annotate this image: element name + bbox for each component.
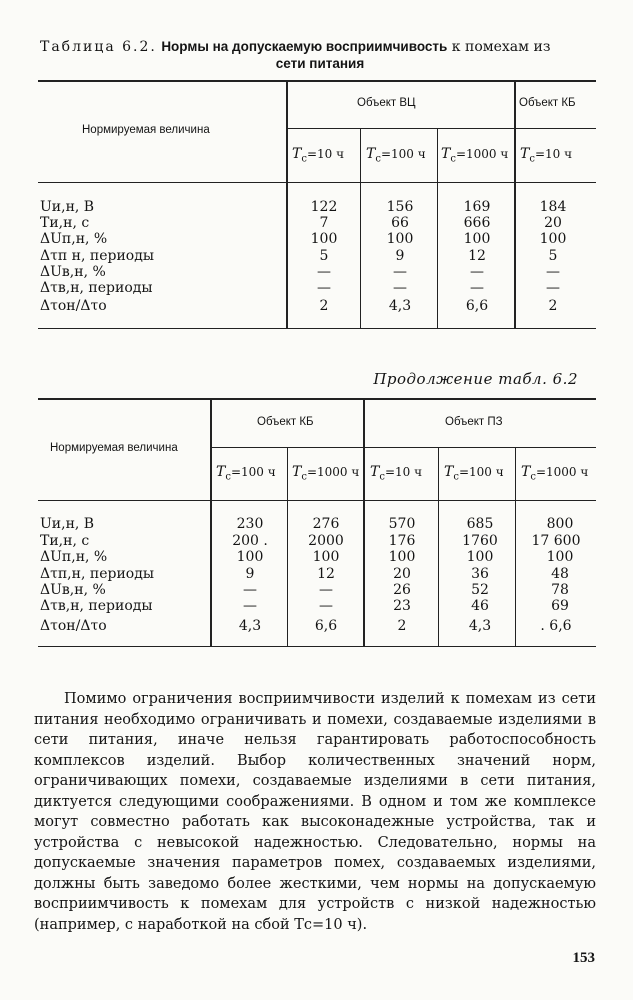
table2-vline-0 (210, 398, 212, 646)
table1-cell: 100 (539, 231, 567, 247)
table1-vline-3 (514, 80, 516, 328)
table2-cell: 23 (393, 598, 411, 614)
table1-cell: 7 (319, 215, 329, 231)
table2-cell: 4,3 (468, 618, 492, 634)
table2-cell: 12 (317, 566, 335, 582)
table2-row-label: Uи,н, В (40, 516, 95, 532)
table2-tc-header-4: $T_с=100$ ч (444, 464, 504, 483)
table2-corner-header: Нормируемая величина (50, 442, 178, 454)
table1-cell: — (470, 264, 484, 280)
table2-tc-header-5: $T_с=1000$ ч (521, 464, 589, 483)
table1-cell: — (317, 280, 331, 296)
table2-cell: 1760 (462, 533, 498, 549)
table2-row-label: Δτв,н, периоды (40, 598, 153, 614)
table1-cell: — (470, 280, 484, 296)
table2-cell: 36 (471, 566, 489, 582)
table2-continuation-label: Продолжение табл. 6.2 (373, 370, 578, 388)
table2-row-label: Δτон/Δτо (40, 618, 107, 634)
table1-tc-header-1: $T_с=10$ ч (292, 146, 345, 165)
table2-bottom-rule (38, 646, 596, 647)
table2-row-label: Δτп,н, периоды (40, 566, 154, 582)
table1-cell: — (317, 264, 331, 280)
table1-cell: 156 (386, 199, 414, 215)
table1-cell: — (393, 264, 407, 280)
table2-cell: 100 (236, 549, 264, 565)
table1-caption-title: Нормы на допускаемую восприимчивость (161, 39, 448, 54)
table2-row-label: Tи,н, с (40, 533, 90, 549)
table2-top-rule (38, 398, 596, 400)
table1-cell: 169 (463, 199, 491, 215)
table1-cell: 2 (319, 298, 329, 314)
table2-cell: 100 (466, 549, 494, 565)
table2-cell: — (319, 598, 333, 614)
table2-cell: 20 (393, 566, 411, 582)
table1-cell: — (393, 280, 407, 296)
table1-cell: — (546, 280, 560, 296)
page-number: 153 (572, 950, 595, 966)
table1-top-rule (38, 80, 596, 82)
table1-group-rule (288, 128, 596, 129)
table1-cell: — (546, 264, 560, 280)
table1-group-kb: Объект КБ (519, 97, 576, 109)
table2-cell: 48 (551, 566, 569, 582)
table1-vline-1 (360, 128, 361, 328)
table2-vline-4 (515, 447, 516, 646)
table1-cell: 122 (310, 199, 338, 215)
table2-group-pz: Объект ПЗ (445, 416, 503, 428)
table2-cell: — (243, 598, 257, 614)
table2-cell: 26 (393, 582, 411, 598)
table2-cell: 276 (312, 516, 340, 532)
table1-cell: 20 (544, 215, 562, 231)
table1-cell: 6,6 (465, 298, 489, 314)
table1-tc-header-4: $T_с=10$ ч (520, 146, 573, 165)
table2-group-kb: Объект КБ (257, 416, 314, 428)
table2-vline-3 (438, 447, 439, 646)
table2-cell: 78 (551, 582, 569, 598)
table1-tc-header-2: $T_с=100$ ч (366, 146, 426, 165)
table1-bottom-rule (38, 328, 596, 329)
table1-row-label: Uи,н, В (40, 199, 95, 215)
table2-cell: 2000 (308, 533, 344, 549)
table2-cell: 685 (466, 516, 494, 532)
table2-tc-header-2: $T_с=1000$ ч (292, 464, 360, 483)
table1-cell: 12 (468, 248, 486, 264)
table2-header-rule (38, 500, 596, 501)
table2-vline-2 (363, 398, 365, 646)
table2-cell: 176 (388, 533, 416, 549)
table1-cell: 100 (463, 231, 491, 247)
table1-cell: 2 (548, 298, 558, 314)
table2-cell: 2 (397, 618, 407, 634)
table2-tc-header-1: $T_с=100$ ч (216, 464, 276, 483)
table2-cell: 570 (388, 516, 416, 532)
table1-row-label: Δτон/Δτо (40, 298, 107, 314)
table2-cell: 4,3 (238, 618, 262, 634)
table1-group-vc: Объект ВЦ (357, 97, 416, 109)
table2-tc-header-3: $T_с=10$ ч (370, 464, 423, 483)
table2-cell: 800 (546, 516, 574, 532)
table2-cell: — (319, 582, 333, 598)
table2-row-label: ΔUв,н, % (40, 582, 106, 598)
table1-cell: 666 (463, 215, 491, 231)
table1-cell: 66 (391, 215, 409, 231)
table1-tc-header-3: $T_с=1000$ ч (441, 146, 509, 165)
table1-vline-2 (437, 128, 438, 328)
table2-cell: 100 (312, 549, 340, 565)
table1-caption-title-tail: к помехам из (451, 39, 551, 55)
table1-cell: 5 (548, 248, 558, 264)
table2-row-label: ΔUп,н, % (40, 549, 108, 565)
table2-cell: 100 (388, 549, 416, 565)
table2-cell: 17 600 (531, 533, 581, 549)
table1-row-label: Δτп н, периоды (40, 248, 154, 264)
table1-header-rule (38, 182, 596, 183)
table1-cell: 100 (310, 231, 338, 247)
table2-cell: 46 (471, 598, 489, 614)
table1-row-label: ΔUп,н, % (40, 231, 108, 247)
body-paragraph: Помимо ограничения восприимчивости изделий к помехам из сети питания необходимо ограничивать и помехи, создаваемые изделиями в сети питания, иначе нельзя гарантировать работоспособность комплексов изделий. Выбор количественных значений норм, ограничивающих помехи, создаваемые изделиями в сети питания, диктуется следующими соображениями. В одном и том же комплексе могут совместно работать как высоконадежные устройства, так и устройства с невысокой надежностью. Следовательно, нормы на допускаемые значения параметров помех, создаваемых изделиями, должны быть заведомо более жесткими, чем нормы на допускаемую восприимчивость к помехам для устройств с низкой надежностью (например, с наработкой на сбой Tс=10 ч). (34, 691, 596, 933)
table1-caption-label: Таблица 6.2. (40, 39, 157, 55)
table2-group-rule (212, 447, 596, 448)
table2-cell: 69 (551, 598, 569, 614)
table1-cell: 9 (395, 248, 405, 264)
table2-cell: 6,6 (314, 618, 338, 634)
table1-caption-line2: сети питания (275, 56, 365, 71)
table1-cell: 100 (386, 231, 414, 247)
table1-row-label: Tи,н, с (40, 215, 90, 231)
table2-cell: 200 . (232, 533, 268, 549)
table1-row-label: Δτв,н, периоды (40, 280, 153, 296)
table1-caption (40, 38, 600, 71)
table2-cell: 52 (471, 582, 489, 598)
table1-row-label: ΔUв,н, % (40, 264, 106, 280)
table2-cell: 230 (236, 516, 264, 532)
table2-cell: 9 (245, 566, 255, 582)
table2-cell: — (243, 582, 257, 598)
table1-cell: 5 (319, 248, 329, 264)
table1-vline-0 (286, 80, 288, 328)
table2-cell: . 6,6 (540, 618, 572, 634)
table1-corner-header: Нормируемая величина (82, 124, 210, 136)
table1-cell: 184 (539, 199, 567, 215)
table1-cell: 4,3 (388, 298, 412, 314)
table2-vline-1 (287, 447, 288, 646)
table2-cell: 100 (546, 549, 574, 565)
